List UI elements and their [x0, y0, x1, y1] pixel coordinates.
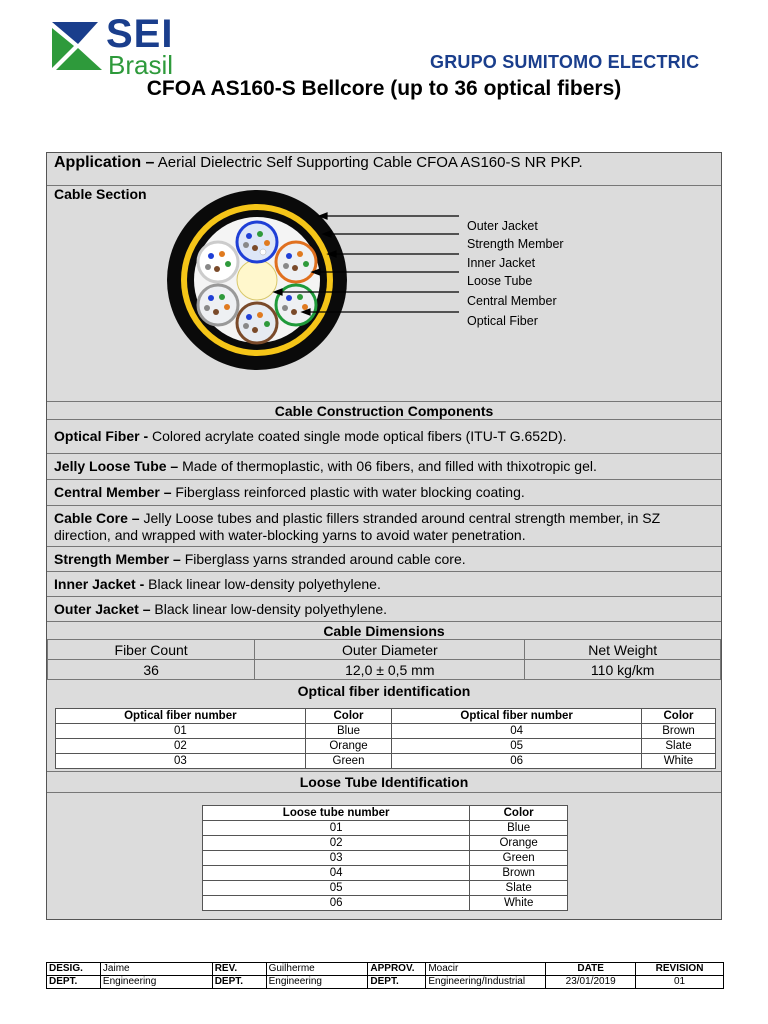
table-row: [203, 851, 568, 866]
table-cell: Green: [305, 754, 392, 769]
logo-brasil-text: Brasil: [108, 50, 174, 80]
component-text: Black linear low-density polyethylene.: [150, 601, 388, 617]
dimensions-heading: Cable Dimensions: [323, 623, 445, 639]
dimensions-header-cell: Outer Diameter: [255, 640, 525, 660]
loose-tube-white: [198, 242, 238, 282]
components-heading: Cable Construction Components: [274, 403, 494, 419]
loose-tube-slate: [198, 285, 238, 325]
dimensions-heading-row: [47, 622, 721, 640]
table-cell: 06: [203, 896, 470, 911]
component-text: Fiberglass yarns stranded around cable core.: [180, 551, 466, 567]
table-cell: 03: [203, 851, 470, 866]
component-row: [47, 420, 721, 454]
component-label: Inner Jacket -: [54, 576, 145, 592]
callout-inner-jacket: Inner Jacket: [467, 256, 536, 270]
table-header-row: [56, 709, 716, 724]
dimensions-value-cell: 110 kg/km: [525, 660, 721, 680]
table-row: [203, 896, 568, 911]
table-row: [203, 866, 568, 881]
dept-value: Engineering: [266, 976, 368, 989]
table-cell: 04: [392, 724, 642, 739]
cable-section-label: Cable Section: [54, 186, 147, 202]
tube-id-heading: Loose Tube Identification: [299, 774, 469, 790]
datasheet: [46, 152, 722, 920]
reviewer-name: Guilherme: [266, 963, 368, 976]
table-cell: 04: [203, 866, 470, 881]
table-row: [56, 754, 716, 769]
cable-section-row: [47, 186, 721, 402]
dept-key: DEPT.: [368, 976, 426, 989]
dept-value: Engineering: [100, 976, 212, 989]
table-cell: Orange: [305, 739, 392, 754]
callout-loose-tube: Loose Tube: [467, 274, 533, 288]
component-text: Made of thermoplastic, with 06 fibers, and filled with thixotropic gel.: [178, 458, 597, 474]
page-title: CFOA AS160-S Bellcore (up to 36 optical fibers): [146, 77, 622, 100]
dimensions-value-cell: 12,0 ± 0,5 mm: [255, 660, 525, 680]
date-key: DATE: [546, 963, 636, 976]
column-header: Color: [305, 709, 392, 724]
reviewer-key: REV.: [212, 963, 266, 976]
dimensions-header-row: [48, 640, 721, 660]
table-header-row: [203, 806, 568, 821]
fiber-id-heading-row: [47, 680, 721, 703]
table-cell: 01: [203, 821, 470, 836]
dimensions-value-row: [48, 660, 721, 680]
approver-name: Moacir: [426, 963, 546, 976]
footer-row: [47, 963, 724, 976]
callout-optical-fiber: Optical Fiber: [467, 314, 538, 328]
group-name: GRUPO SUMITOMO ELECTRIC: [430, 52, 700, 72]
component-row: [47, 506, 721, 547]
cable-cross-section-diagram: [159, 190, 469, 370]
loose-tube-orange: [276, 242, 316, 282]
component-label: Strength Member –: [54, 551, 181, 567]
dimensions-header-cell: Fiber Count: [48, 640, 255, 660]
table-cell: Blue: [305, 724, 392, 739]
tube-id-heading-row: [47, 771, 721, 793]
loose-tube-brown: [237, 303, 277, 343]
table-cell: White: [642, 754, 716, 769]
table-cell: 06: [392, 754, 642, 769]
table-cell: 01: [56, 724, 306, 739]
callout-central-member: Central Member: [467, 294, 557, 308]
footer-row: [47, 976, 724, 989]
central-member: [237, 260, 277, 300]
component-row: [47, 480, 721, 506]
column-header: Color: [642, 709, 716, 724]
table-cell: 05: [203, 881, 470, 896]
component-text: Fiberglass reinforced plastic with water blocking coating.: [171, 484, 525, 500]
table-cell: 03: [56, 754, 306, 769]
table-cell: Brown: [642, 724, 716, 739]
tube-id-table: [202, 805, 568, 911]
application-text: Aerial Dielectric Self Supporting Cable CFOA AS160-S NR PKP.: [154, 154, 583, 171]
component-row: [47, 572, 721, 597]
column-header: Optical fiber number: [56, 709, 306, 724]
application-label: Application –: [54, 154, 155, 171]
component-label: Central Member –: [54, 484, 172, 500]
table-cell: 02: [56, 739, 306, 754]
component-text: Jelly Loose tubes and plastic fillers stranded around central strength member, in SZ direction, and wrapped with water-blocking yarns to avoid water penetration.: [54, 510, 661, 543]
component-label: Cable Core –: [54, 510, 140, 526]
dept-value: Engineering/Industrial: [426, 976, 546, 989]
dimensions-value-cell: 36: [48, 660, 255, 680]
table-cell: 05: [392, 739, 642, 754]
column-header: Loose tube number: [203, 806, 470, 821]
dept-key: DEPT.: [47, 976, 101, 989]
table-row: [56, 739, 716, 754]
component-text: Colored acrylate coated single mode optical fibers (ITU-T G.652D).: [148, 428, 567, 444]
table-cell: Orange: [470, 836, 568, 851]
table-cell: Slate: [642, 739, 716, 754]
table-row: [56, 724, 716, 739]
dimensions-header-cell: Net Weight: [525, 640, 721, 660]
date-value: 23/01/2019: [546, 976, 636, 989]
component-label: Outer Jacket –: [54, 601, 151, 617]
component-row: [47, 454, 721, 480]
table-cell: Green: [470, 851, 568, 866]
revision-value: 01: [636, 976, 724, 989]
component-row: [47, 597, 721, 622]
loose-tube-blue: [237, 222, 277, 262]
column-header: Color: [470, 806, 568, 821]
table-cell: Blue: [470, 821, 568, 836]
logo-mark-icon: [48, 18, 106, 74]
designer-key: DESIG.: [47, 963, 101, 976]
column-header: Optical fiber number: [392, 709, 642, 724]
table-row: [203, 881, 568, 896]
logo-sei-text: SEI: [106, 12, 174, 56]
sei-brasil-logo: [48, 12, 188, 80]
dimensions-table: [47, 639, 721, 680]
component-label: Jelly Loose Tube –: [54, 458, 179, 474]
dept-key: DEPT.: [212, 976, 266, 989]
table-row: [203, 836, 568, 851]
table-cell: White: [470, 896, 568, 911]
callout-strength-member: Strength Member: [467, 237, 564, 251]
component-row: [47, 547, 721, 572]
callout-outer-jacket: Outer Jacket: [467, 219, 538, 233]
table-cell: Brown: [470, 866, 568, 881]
fiber-id-table: [55, 708, 716, 769]
components-heading-row: [47, 402, 721, 420]
table-cell: 02: [203, 836, 470, 851]
revision-key: REVISION: [636, 963, 724, 976]
table-cell: Slate: [470, 881, 568, 896]
approval-footer: [46, 962, 724, 989]
component-text: Black linear low-density polyethylene.: [144, 576, 381, 592]
designer-name: Jaime: [100, 963, 212, 976]
table-row: [203, 821, 568, 836]
fiber-id-heading: Optical fiber identification: [297, 683, 471, 699]
approver-key: APPROV.: [368, 963, 426, 976]
application-row: [47, 153, 721, 186]
component-label: Optical Fiber -: [54, 428, 149, 444]
